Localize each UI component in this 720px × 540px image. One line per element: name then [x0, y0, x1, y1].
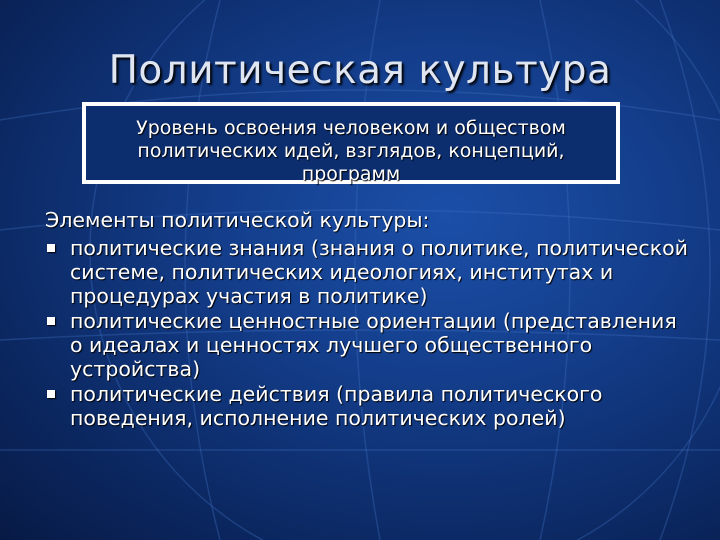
slide-title: Политическая культура	[108, 48, 612, 93]
list-item-text: политические знания (знания о политике, политической системе, политических идеологиях, институтах и процедурах участия в политике)	[70, 236, 688, 308]
square-bullet-icon	[47, 390, 55, 398]
list-item	[45, 382, 695, 430]
square-bullet-icon	[47, 244, 55, 252]
list-item-text: политические действия (правила политического поведения, исполнение политических ролей)	[70, 382, 603, 430]
list-item	[45, 236, 695, 308]
slide-content	[45, 208, 695, 431]
definition-text: Уровень освоения человеком и обществом политических идей, взглядов, концепций, программ	[136, 117, 566, 185]
square-bullet-icon	[47, 317, 55, 325]
elements-list	[45, 236, 695, 430]
list-item-text: политические ценностные ориентации (представления о идеалах и ценностях лучшего общественного устройства)	[70, 309, 677, 381]
list-item	[45, 309, 695, 381]
elements-heading: Элементы политической культуры:	[45, 208, 430, 232]
definition-box	[82, 102, 620, 184]
